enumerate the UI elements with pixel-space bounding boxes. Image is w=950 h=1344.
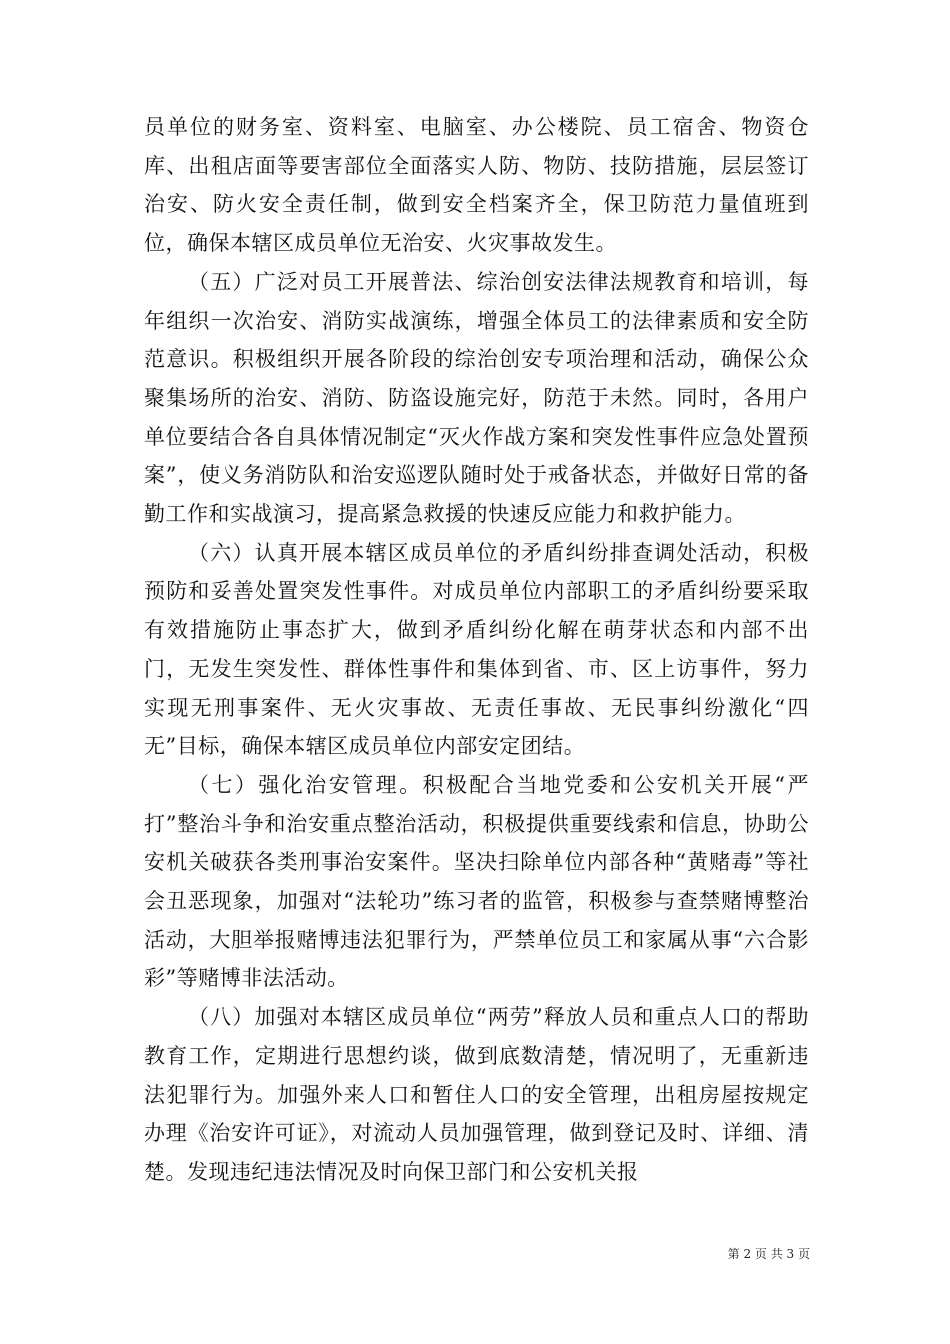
paragraph-section-6: （六）认真开展本辖区成员单位的矛盾纠纷排查调处活动，积极预防和妥善处置突发性事件。对成员单位内部职工的矛盾纠纷要采取有效措施防止事态扩大，做到矛盾纠纷化解在萌芽状态和内部不出门，无发生突发性、群体性事件和集体到省、市、区上访事件，努力实现无刑事案件、无火灾事故、无责任事故、无民事纠纷激化“四无”目标，确保本辖区成员单位内部安定团结。 [144,540,809,759]
paragraph-section-8: （八）加强对本辖区成员单位“两劳”释放人员和重点人口的帮助教育工作，定期进行思想约谈，做到底数清楚，情况明了，无重新违法犯罪行为。加强外来人口和暂住人口的安全管理，出租房屋按规定办理《治安许可证》，对流动人员加强管理，做到登记及时、详细、清楚。发现违纪违法情况及时向保卫部门和公安机关报 [144,1005,809,1184]
paragraph-continued: 员单位的财务室、资料室、电脑室、办公楼院、员工宿舍、物资仓库、出租店面等要害部位全面落实人防、物防、技防措施，层层签订治安、防火安全责任制，做到安全档案齐全，保卫防范力量值班到位，确保本辖区成员单位无治安、火灾事故发生。 [144,115,809,256]
paragraph-section-5: （五）广泛对员工开展普法、综治创安法律法规教育和培训，每年组织一次治安、消防实战演练，增强全体员工的法律素质和安全防范意识。积极组织开展各阶段的综治创安专项治理和活动，确保公众聚集场所的治安、消防、防盗设施完好，防范于未然。同时，各用户单位要结合各自具体情况制定“灭火作战方案和突发性事件应急处置预案”，使义务消防队和治安巡逻队随时处于戒备状态，并做好日常的备勤工作和实战演习，提高紧急救援的快速反应能力和救护能力。 [144,269,809,527]
document-body [144,108,809,1192]
paragraph-section-7: （七）强化治安管理。积极配合当地党委和公安机关开展“严打”整治斗争和治安重点整治活动，积极提供重要线索和信息，协助公安机关破获各类刑事治安案件。坚决扫除单位内部各种“黄赌毒”等社会丑恶现象，加强对“法轮功”练习者的监管，积极参与查禁赌博整治活动，大胆举报赌博违法犯罪行为，严禁单位员工和家属从事“六合影彩”等赌博非法活动。 [144,772,809,991]
page-number: 第 2 页 共 3 页 [727,1247,810,1261]
